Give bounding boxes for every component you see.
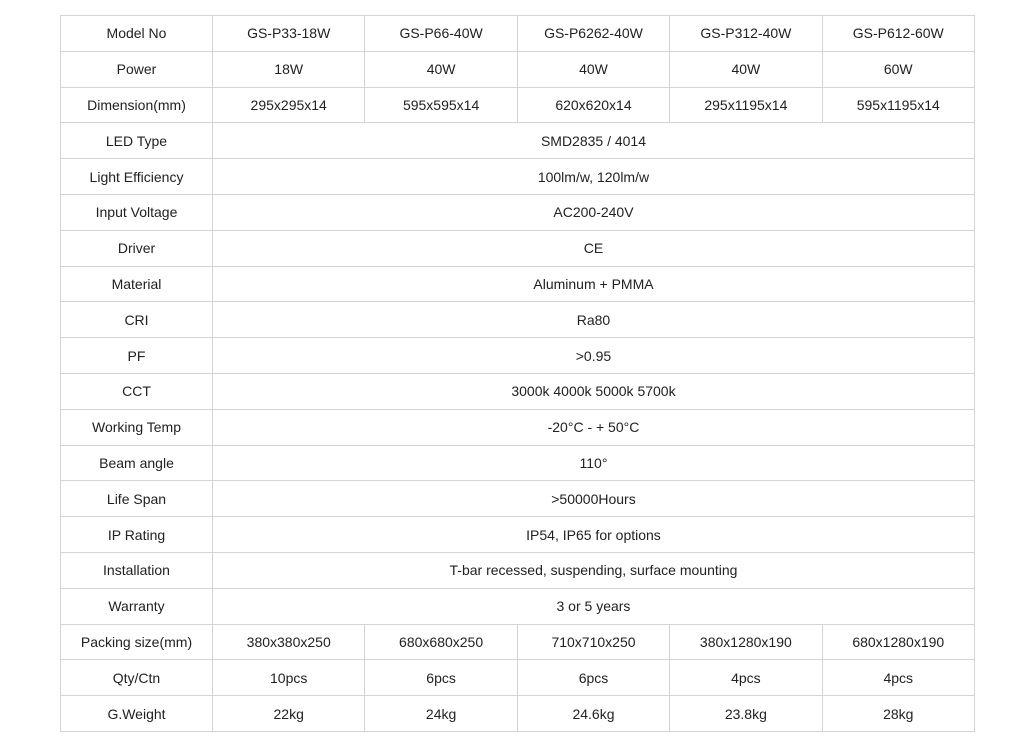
table-cell: 295x295x14	[213, 87, 365, 123]
table-row	[61, 696, 975, 732]
spec-table	[60, 15, 975, 732]
table-cell-merged: -20°C - + 50°C	[213, 409, 975, 445]
row-label-warranty: Warranty	[61, 588, 213, 624]
table-cell-merged: IP54, IP65 for options	[213, 517, 975, 553]
table-row	[61, 660, 975, 696]
row-label-power: Power	[61, 51, 213, 87]
row-label-led-type: LED Type	[61, 123, 213, 159]
row-label-qty-ctn: Qty/Ctn	[61, 660, 213, 696]
row-label-working-temp: Working Temp	[61, 409, 213, 445]
table-cell-merged: Ra80	[213, 302, 975, 338]
table-row	[61, 266, 975, 302]
table-cell-merged: CE	[213, 230, 975, 266]
row-label-light-efficiency: Light Efficiency	[61, 159, 213, 195]
table-row	[61, 123, 975, 159]
table-cell: 24.6kg	[517, 696, 669, 732]
table-cell: 4pcs	[822, 660, 974, 696]
table-cell: 295x1195x14	[670, 87, 822, 123]
table-cell: 60W	[822, 51, 974, 87]
table-row	[61, 517, 975, 553]
table-cell: GS-P33-18W	[213, 16, 365, 52]
table-cell: 4pcs	[670, 660, 822, 696]
row-label-packing-size: Packing size(mm)	[61, 624, 213, 660]
table-cell-merged: T-bar recessed, suspending, surface mounting	[213, 552, 975, 588]
table-cell: 24kg	[365, 696, 517, 732]
table-cell: GS-P6262-40W	[517, 16, 669, 52]
table-row	[61, 230, 975, 266]
table-row	[61, 588, 975, 624]
table-cell: 23.8kg	[670, 696, 822, 732]
table-cell: 10pcs	[213, 660, 365, 696]
row-label-driver: Driver	[61, 230, 213, 266]
table-cell: 40W	[517, 51, 669, 87]
row-label-dimension: Dimension(mm)	[61, 87, 213, 123]
table-cell-merged: >0.95	[213, 338, 975, 374]
table-cell: 6pcs	[517, 660, 669, 696]
table-cell: 680x1280x190	[822, 624, 974, 660]
row-label-cri: CRI	[61, 302, 213, 338]
table-cell: 380x380x250	[213, 624, 365, 660]
row-label-ip-rating: IP Rating	[61, 517, 213, 553]
table-cell: 6pcs	[365, 660, 517, 696]
row-label-pf: PF	[61, 338, 213, 374]
table-cell-merged: SMD2835 / 4014	[213, 123, 975, 159]
table-row	[61, 51, 975, 87]
row-label-installation: Installation	[61, 552, 213, 588]
row-label-g-weight: G.Weight	[61, 696, 213, 732]
table-row	[61, 194, 975, 230]
table-cell-merged: 3000k 4000k 5000k 5700k	[213, 373, 975, 409]
row-label-beam-angle: Beam angle	[61, 445, 213, 481]
table-cell: 595x1195x14	[822, 87, 974, 123]
table-cell-merged: 110°	[213, 445, 975, 481]
row-label-input-voltage: Input Voltage	[61, 194, 213, 230]
table-cell: GS-P612-60W	[822, 16, 974, 52]
row-label-life-span: Life Span	[61, 481, 213, 517]
table-row	[61, 16, 975, 52]
table-cell: 40W	[365, 51, 517, 87]
table-cell: 710x710x250	[517, 624, 669, 660]
table-cell: GS-P66-40W	[365, 16, 517, 52]
row-label-cct: CCT	[61, 373, 213, 409]
table-cell-merged: 100lm/w, 120lm/w	[213, 159, 975, 195]
table-cell: 680x680x250	[365, 624, 517, 660]
table-row	[61, 87, 975, 123]
table-cell-merged: AC200-240V	[213, 194, 975, 230]
table-cell: 380x1280x190	[670, 624, 822, 660]
table-cell: 40W	[670, 51, 822, 87]
table-row	[61, 302, 975, 338]
table-row	[61, 624, 975, 660]
table-row	[61, 481, 975, 517]
table-row	[61, 373, 975, 409]
table-cell-merged: 3 or 5 years	[213, 588, 975, 624]
table-row	[61, 159, 975, 195]
table-cell: GS-P312-40W	[670, 16, 822, 52]
table-row	[61, 338, 975, 374]
table-cell: 22kg	[213, 696, 365, 732]
table-cell-merged: Aluminum + PMMA	[213, 266, 975, 302]
table-cell: 18W	[213, 51, 365, 87]
table-row	[61, 552, 975, 588]
table-row	[61, 445, 975, 481]
row-label-model-no: Model No	[61, 16, 213, 52]
table-row	[61, 409, 975, 445]
table-cell: 595x595x14	[365, 87, 517, 123]
table-cell: 620x620x14	[517, 87, 669, 123]
table-cell: 28kg	[822, 696, 974, 732]
table-cell-merged: >50000Hours	[213, 481, 975, 517]
row-label-material: Material	[61, 266, 213, 302]
